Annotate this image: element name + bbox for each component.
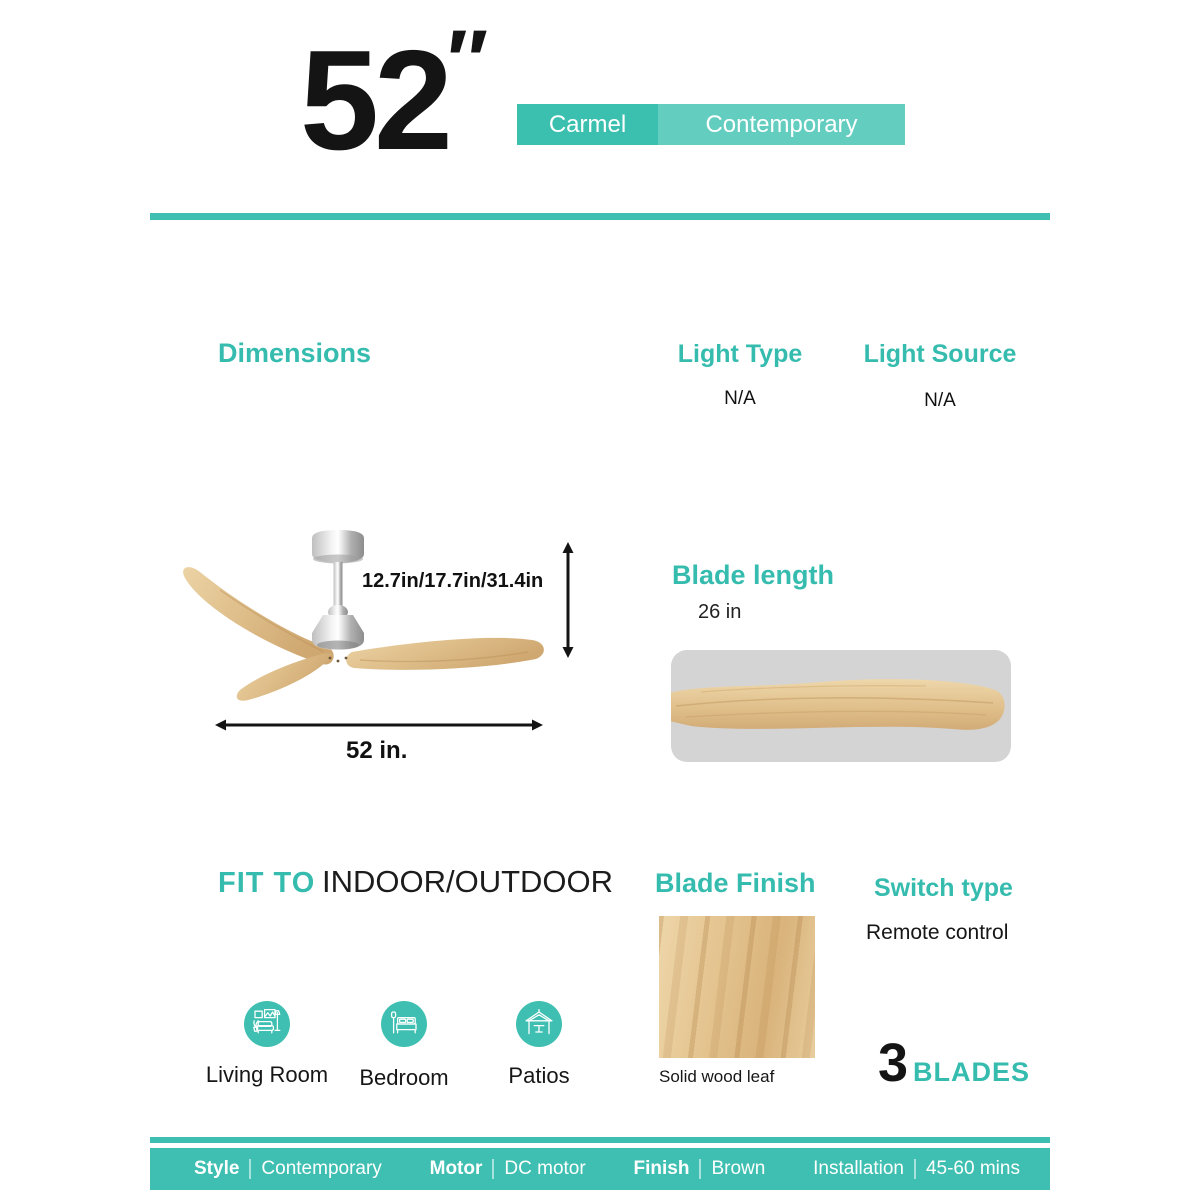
spec-motor-label: Motor — [429, 1158, 483, 1179]
blade-count — [878, 1033, 1031, 1093]
header-divider — [150, 213, 1050, 220]
spec-motor-value: DC motor — [504, 1158, 586, 1179]
drop-height-label: 12.7in/17.7in/31.4in — [362, 570, 544, 592]
light-source-value: N/A — [924, 390, 956, 411]
separator — [914, 1159, 916, 1179]
living-room-icon — [244, 1001, 290, 1047]
light-type-value: N/A — [724, 388, 756, 409]
blade-finish-caption: Solid wood leaf — [659, 1067, 775, 1086]
spec-installation-label: Installation — [813, 1158, 904, 1179]
spec-style-label: Style — [194, 1158, 240, 1179]
blade-count-number: 3 — [878, 1033, 909, 1093]
room-label: Living Room — [205, 1062, 329, 1087]
room-label: Patios — [508, 1063, 570, 1088]
spec-style-value: Contemporary — [261, 1158, 382, 1179]
blade-length-value: 26 in — [698, 601, 742, 623]
spec-installation — [813, 1158, 1020, 1180]
fan-size-number: 52 — [300, 21, 448, 180]
badge-model: Carmel — [517, 104, 658, 145]
patio-icon — [516, 1001, 562, 1047]
model-style-badge — [517, 104, 905, 145]
spec-motor — [430, 1158, 586, 1180]
wood-finish-swatch — [659, 916, 815, 1058]
separator — [699, 1159, 701, 1179]
footer-accent-strip — [150, 1137, 1050, 1143]
blade-length-title: Blade length — [672, 560, 835, 590]
blade-photo-panel — [671, 650, 1011, 762]
sweep-width-label: 52 in. — [346, 737, 408, 764]
switch-type-value: Remote control — [866, 921, 1009, 944]
height-dimension-arrow — [563, 542, 574, 658]
blade-finish-title: Blade Finish — [655, 868, 816, 898]
inch-double-prime-mark: ″ — [447, 13, 489, 109]
fit-to-label: FIT TO — [218, 867, 316, 899]
room-label: Bedroom — [359, 1065, 449, 1090]
spec-finish-label: Finish — [633, 1158, 690, 1179]
bedroom-icon — [381, 1001, 427, 1047]
width-dimension-arrow — [215, 720, 543, 731]
light-source-title: Light Source — [863, 340, 1017, 368]
fan-motor-mount — [312, 530, 364, 650]
spec-finish — [634, 1158, 766, 1180]
switch-type-title: Switch type — [874, 874, 1013, 902]
light-type-title: Light Type — [677, 340, 803, 368]
spec-style — [194, 1158, 382, 1180]
fit-to-value: INDOOR/OUTDOOR — [322, 864, 614, 899]
blade-count-word: BLADES — [913, 1057, 1031, 1087]
dimensions-title: Dimensions — [218, 338, 372, 368]
spec-installation-value: 45-60 mins — [925, 1158, 1020, 1179]
separator — [492, 1159, 494, 1179]
badge-style: Contemporary — [658, 104, 905, 145]
separator — [249, 1159, 251, 1179]
spec-footer-bar — [150, 1148, 1050, 1190]
spec-finish-value: Brown — [711, 1158, 766, 1179]
